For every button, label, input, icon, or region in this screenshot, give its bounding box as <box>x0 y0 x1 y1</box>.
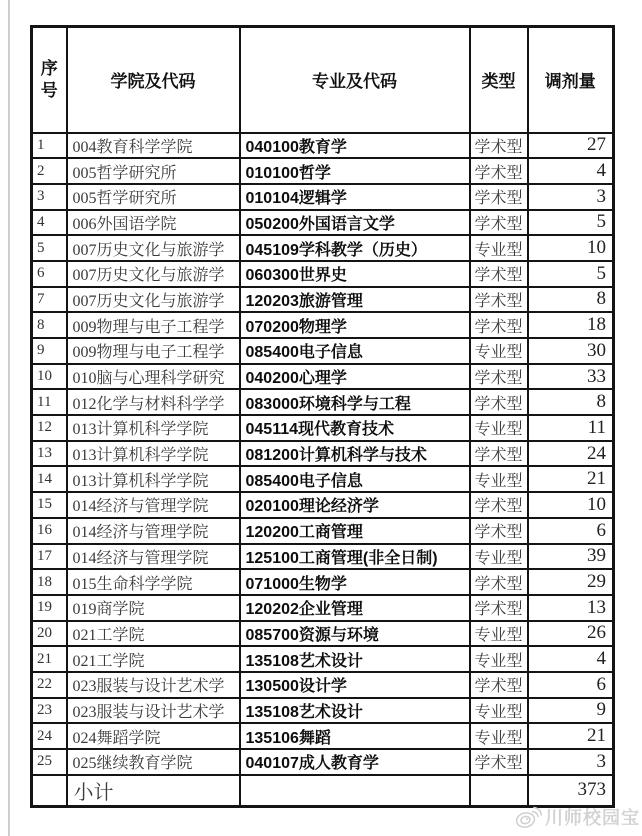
major-cell: 071000生物学 <box>240 569 470 595</box>
major-cell: 010100哲学 <box>240 158 470 184</box>
quota-cell: 39 <box>528 544 614 570</box>
type-cell: 学术型 <box>470 261 528 287</box>
header-quota: 调剂量 <box>528 27 614 133</box>
row-number-cell: 15 <box>32 492 67 518</box>
major-cell: 040200心理学 <box>240 364 470 390</box>
major-cell: 120203旅游管理 <box>240 287 470 313</box>
college-cell: 005哲学研究所 <box>67 158 240 184</box>
table-row <box>32 184 614 210</box>
type-cell: 学术型 <box>470 133 528 159</box>
type-cell: 学术型 <box>470 210 528 236</box>
quota-cell: 5 <box>528 261 614 287</box>
major-cell: 040107成人教育学 <box>240 749 470 775</box>
table-row <box>32 569 614 595</box>
subtotal-label: 小计 <box>67 775 240 807</box>
type-cell: 学术型 <box>470 518 528 544</box>
major-cell: 085700资源与环境 <box>240 621 470 647</box>
college-cell: 007历史文化与旅游学 <box>67 235 240 261</box>
quota-cell: 26 <box>528 621 614 647</box>
major-cell: 045114现代教育技术 <box>240 415 470 441</box>
watermark-text: 川师校园宝 <box>545 808 640 828</box>
quota-cell: 21 <box>528 466 614 492</box>
type-cell: 专业型 <box>470 338 528 364</box>
quota-cell: 30 <box>528 338 614 364</box>
major-cell: 081200计算机科学与技术 <box>240 441 470 467</box>
type-cell: 学术型 <box>470 287 528 313</box>
header-row <box>32 27 614 133</box>
college-cell: 014经济与管理学院 <box>67 544 240 570</box>
row-number-cell: 13 <box>32 441 67 467</box>
table-row <box>32 415 614 441</box>
row-number-cell: 12 <box>32 415 67 441</box>
college-cell: 004教育科学学院 <box>67 133 240 159</box>
row-number-cell: 16 <box>32 518 67 544</box>
college-cell: 019商学院 <box>67 595 240 621</box>
row-number-cell: 23 <box>32 698 67 724</box>
row-number-cell: 3 <box>32 184 67 210</box>
quota-cell: 27 <box>528 133 614 159</box>
row-number-cell: 8 <box>32 312 67 338</box>
table-row <box>32 646 614 672</box>
table-row <box>32 235 614 261</box>
college-cell: 023服装与设计艺术学 <box>67 672 240 698</box>
header-major: 专业及代码 <box>240 27 470 133</box>
major-cell: 050200外国语言文学 <box>240 210 470 236</box>
college-cell: 013计算机科学学院 <box>67 441 240 467</box>
table-row <box>32 287 614 313</box>
college-cell: 023服装与设计艺术学 <box>67 698 240 724</box>
quota-cell: 8 <box>528 287 614 313</box>
college-cell: 014经济与管理学院 <box>67 492 240 518</box>
major-cell: 020100理论经济学 <box>240 492 470 518</box>
header-no: 序号 <box>32 27 67 133</box>
major-cell: 135106舞蹈 <box>240 723 470 749</box>
row-number-cell: 1 <box>32 133 67 159</box>
college-cell: 007历史文化与旅游学 <box>67 287 240 313</box>
college-cell: 015生命科学学院 <box>67 569 240 595</box>
type-cell: 专业型 <box>470 235 528 261</box>
type-cell: 专业型 <box>470 723 528 749</box>
college-cell: 010脑与心理科学研究 <box>67 364 240 390</box>
major-cell: 130500设计学 <box>240 672 470 698</box>
row-number-cell: 19 <box>32 595 67 621</box>
major-cell: 010104逻辑学 <box>240 184 470 210</box>
college-cell: 021工学院 <box>67 646 240 672</box>
major-cell: 085400电子信息 <box>240 466 470 492</box>
quota-cell: 13 <box>528 595 614 621</box>
quota-cell: 33 <box>528 364 614 390</box>
quota-cell: 4 <box>528 646 614 672</box>
row-number-cell: 4 <box>32 210 67 236</box>
quota-cell: 3 <box>528 749 614 775</box>
type-cell: 学术型 <box>470 749 528 775</box>
quota-cell: 29 <box>528 569 614 595</box>
subtotal-quota: 373 <box>528 775 614 807</box>
type-cell: 学术型 <box>470 364 528 390</box>
college-cell: 007历史文化与旅游学 <box>67 261 240 287</box>
type-cell: 学术型 <box>470 672 528 698</box>
row-number-cell: 25 <box>32 749 67 775</box>
quota-cell: 10 <box>528 492 614 518</box>
type-cell: 专业型 <box>470 544 528 570</box>
header-type: 类型 <box>470 27 528 133</box>
quota-cell: 3 <box>528 184 614 210</box>
major-cell: 045109学科教学（历史） <box>240 235 470 261</box>
row-number-cell: 5 <box>32 235 67 261</box>
weibo-icon <box>514 803 542 831</box>
quota-cell: 6 <box>528 518 614 544</box>
quota-cell: 8 <box>528 389 614 415</box>
college-cell: 013计算机科学学院 <box>67 415 240 441</box>
row-number-cell: 24 <box>32 723 67 749</box>
quota-cell: 9 <box>528 698 614 724</box>
table-row <box>32 621 614 647</box>
table-row <box>32 466 614 492</box>
row-number-cell: 11 <box>32 389 67 415</box>
quota-cell: 18 <box>528 312 614 338</box>
major-cell: 120202企业管理 <box>240 595 470 621</box>
college-cell: 025继续教育学院 <box>67 749 240 775</box>
college-cell: 014经济与管理学院 <box>67 518 240 544</box>
major-cell: 085400电子信息 <box>240 338 470 364</box>
row-number-cell: 10 <box>32 364 67 390</box>
college-cell: 013计算机科学学院 <box>67 466 240 492</box>
subtotal-empty-major <box>240 775 470 807</box>
page-edge-line <box>8 0 10 836</box>
quota-cell: 6 <box>528 672 614 698</box>
major-cell: 060300世界史 <box>240 261 470 287</box>
table-row <box>32 364 614 390</box>
table-row <box>32 158 614 184</box>
table-row <box>32 518 614 544</box>
table-row <box>32 441 614 467</box>
major-cell: 070200物理学 <box>240 312 470 338</box>
table-row <box>32 672 614 698</box>
major-cell: 040100教育学 <box>240 133 470 159</box>
type-cell: 专业型 <box>470 466 528 492</box>
row-number-cell: 7 <box>32 287 67 313</box>
table-row <box>32 312 614 338</box>
quota-cell: 24 <box>528 441 614 467</box>
type-cell: 学术型 <box>470 595 528 621</box>
row-number-cell: 14 <box>32 466 67 492</box>
subtotal-empty-no <box>32 775 67 807</box>
header-college: 学院及代码 <box>67 27 240 133</box>
table-row <box>32 261 614 287</box>
row-number-cell: 18 <box>32 569 67 595</box>
quota-cell: 4 <box>528 158 614 184</box>
major-cell: 125100工商管理(非全日制) <box>240 544 470 570</box>
row-number-cell: 22 <box>32 672 67 698</box>
type-cell: 专业型 <box>470 646 528 672</box>
row-number-cell: 2 <box>32 158 67 184</box>
row-number-cell: 20 <box>32 621 67 647</box>
major-cell: 135108艺术设计 <box>240 646 470 672</box>
college-cell: 005哲学研究所 <box>67 184 240 210</box>
table-row <box>32 595 614 621</box>
table-row <box>32 544 614 570</box>
type-cell: 学术型 <box>470 158 528 184</box>
type-cell: 专业型 <box>470 415 528 441</box>
table-row <box>32 723 614 749</box>
college-cell: 012化学与材料科学学 <box>67 389 240 415</box>
quota-cell: 21 <box>528 723 614 749</box>
quota-cell: 10 <box>528 235 614 261</box>
type-cell: 专业型 <box>470 698 528 724</box>
table-row <box>32 338 614 364</box>
row-number-cell: 21 <box>32 646 67 672</box>
subtotal-empty-type <box>470 775 528 807</box>
type-cell: 学术型 <box>470 312 528 338</box>
row-number-cell: 17 <box>32 544 67 570</box>
type-cell: 专业型 <box>470 621 528 647</box>
quota-cell: 5 <box>528 210 614 236</box>
major-cell: 135108艺术设计 <box>240 698 470 724</box>
table-row <box>32 210 614 236</box>
table-row <box>32 492 614 518</box>
subtotal-row <box>32 775 614 807</box>
quota-cell: 11 <box>528 415 614 441</box>
type-cell: 学术型 <box>470 569 528 595</box>
type-cell: 学术型 <box>470 184 528 210</box>
table-row <box>32 749 614 775</box>
major-cell: 120200工商管理 <box>240 518 470 544</box>
college-cell: 009物理与电子工程学 <box>67 312 240 338</box>
college-cell: 006外国语学院 <box>67 210 240 236</box>
college-cell: 024舞蹈学院 <box>67 723 240 749</box>
watermark <box>514 803 640 831</box>
row-number-cell: 9 <box>32 338 67 364</box>
table-row <box>32 389 614 415</box>
college-cell: 021工学院 <box>67 621 240 647</box>
table-row <box>32 133 614 159</box>
row-number-cell: 6 <box>32 261 67 287</box>
type-cell: 学术型 <box>470 389 528 415</box>
college-cell: 009物理与电子工程学 <box>67 338 240 364</box>
major-cell: 083000环境科学与工程 <box>240 389 470 415</box>
type-cell: 学术型 <box>470 441 528 467</box>
table-body <box>32 133 614 775</box>
type-cell: 学术型 <box>470 492 528 518</box>
quota-table <box>30 25 615 808</box>
table-row <box>32 698 614 724</box>
